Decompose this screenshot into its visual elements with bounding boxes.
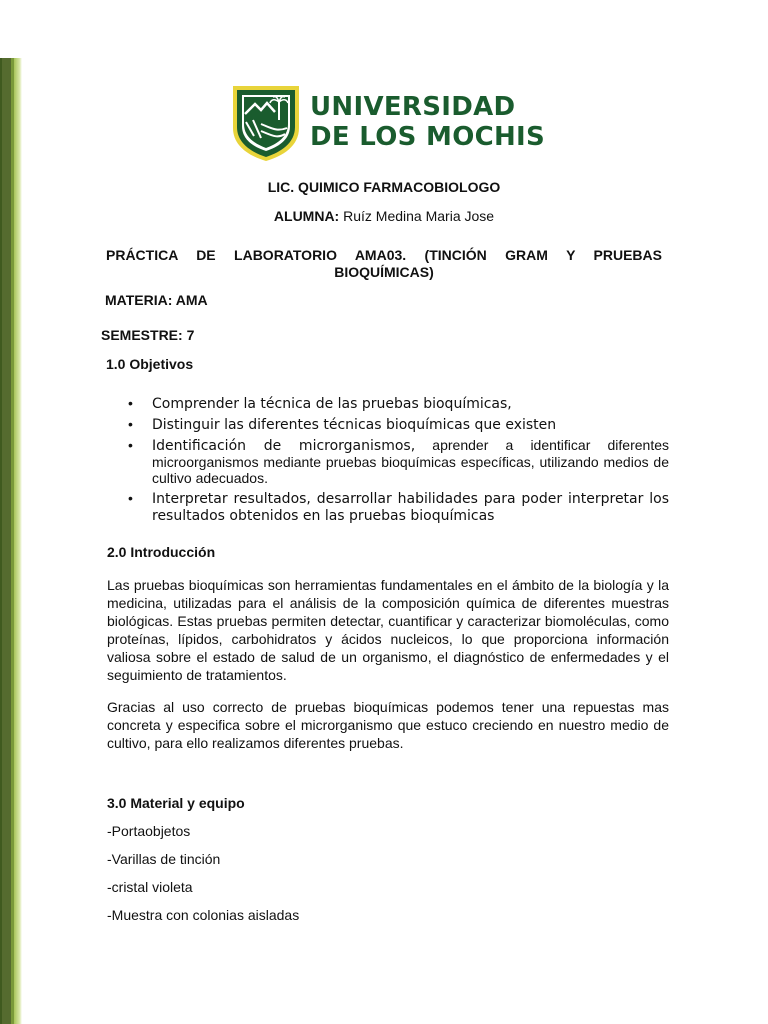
objectives-list [106, 395, 669, 528]
semester-label: SEMESTRE: 7 [101, 327, 195, 343]
page-left-border [0, 58, 22, 1024]
introduction-heading: 2.0 Introducción [107, 544, 216, 560]
practice-title-line1 [106, 247, 662, 264]
list-item: • Comprender la técnica de las pruebas bioquímicas, [128, 395, 512, 412]
introduction-paragraph-2: Gracias al uso correcto de pruebas bioquímicas podemos tener una repuestas mas concreta y especifica sobre el microrganismo que estuco creciendo en nuestro medio de cultivo, para ello realizamos diferentes pruebas. [107, 699, 669, 751]
list-item: • Distinguir las diferentes técnicas bioquímicas que existen [128, 416, 557, 433]
subject-label: MATERIA: AMA [105, 292, 208, 308]
practice-title-line2: BIOQUÍMICAS) [334, 264, 434, 280]
university-name [310, 92, 545, 152]
list-item: • Interpretar resultados, desarrollar habilidades para poder interpretar los resultados obtenidos en las pruebas bioquímicas [128, 490, 669, 524]
introduction-paragraph-1: Las pruebas bioquímicas son herramientas fundamentales en el ámbito de la biología y la medicina, utilizadas para el análisis de la composición química de diferentes muestras biológicas. Estas pruebas permiten detectar, cuantificar y caracterizar biomoléculas, como proteínas, lípidos, carbohidratos y ácidos nucleicos, lo que proporciona información valiosa sobre el estado de salud de un organismo, el diagnóstico de enfermedades y el seguimiento de tratamientos. [107, 577, 669, 683]
university-name-line1: UNIVERSIDAD [310, 92, 516, 122]
objectives-heading: 1.0 Objetivos [106, 356, 194, 372]
list-item: -Portaobjetos [107, 823, 191, 839]
student-name: Ruíz Medina Maria Jose [339, 208, 495, 224]
list-item: • Identificación de microrganismos, aprender a identificar diferentes microorganismos mediante pruebas bioquímicas específicas, utilizando medios de cultivo adecuados. [128, 437, 669, 486]
university-logo [231, 84, 551, 162]
list-item: -Varillas de tinción [107, 851, 221, 867]
list-item: -Muestra con colonias aisladas [107, 907, 300, 923]
list-item: -cristal violeta [107, 879, 193, 895]
degree-title: LIC. QUIMICO FARMACOBIOLOGO [267, 179, 501, 195]
practice-title-part-a: PRÁCTICA DE LABORATORIO AMA03. ( [106, 247, 430, 263]
materials-heading: 3.0 Material y equipo [107, 795, 245, 811]
practice-title [106, 247, 662, 281]
bullet-icon: • [128, 490, 133, 506]
bullet-icon: • [128, 437, 133, 453]
bullet-icon: • [128, 416, 133, 432]
student-line [100, 208, 668, 224]
university-shield-icon [231, 84, 301, 162]
bullet-icon: • [128, 395, 133, 411]
university-name-line2: DE LOS MOCHIS [310, 122, 546, 152]
student-label: ALUMNA: [273, 208, 340, 224]
practice-title-part-b: TINCIÓN GRAM Y PRUEBAS [429, 247, 662, 263]
